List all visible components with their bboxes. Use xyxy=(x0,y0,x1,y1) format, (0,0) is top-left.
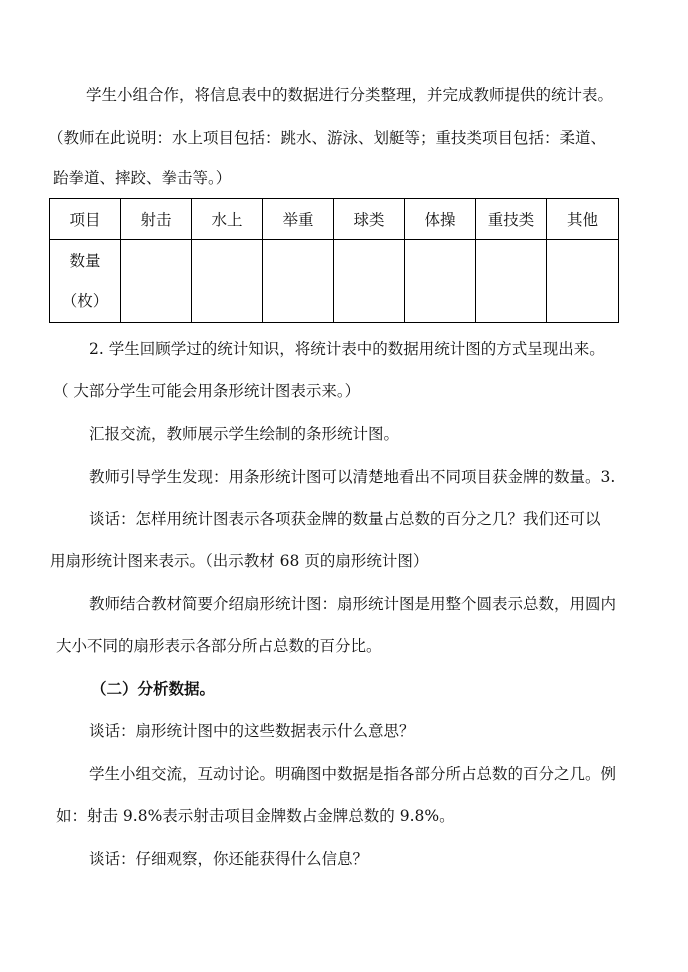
row-label-cell xyxy=(50,240,121,323)
paragraph-3: 跆拳道、摔跤、拳击等。） xyxy=(53,169,232,187)
empty-cell xyxy=(263,240,334,323)
paragraph-14: 学生小组交流，互动讨论。明确图中数据是指各部分所占总数的百分之几。例 xyxy=(89,765,617,783)
header-cell: 射击 xyxy=(121,199,192,240)
paragraph-10: 教师结合教材简要介绍扇形统计图：扇形统计图是用整个圆表示总数，用圆内 xyxy=(89,595,617,613)
paragraph-1: 学生小组合作，将信息表中的数据进行分类整理，并完成教师提供的统计表。 xyxy=(86,86,614,104)
header-cell: 举重 xyxy=(263,199,334,240)
header-cell: 项目 xyxy=(50,199,121,240)
paragraph-15: 如：射击 9.8%表示射击项目金牌数占金牌总数的 9.8%。 xyxy=(56,807,455,825)
paragraph-2: （教师在此说明：水上项目包括：跳水、游泳、划艇等；重技类项目包括：柔道、 xyxy=(48,129,607,147)
paragraph-8: 谈话：怎样用统计图表示各项获金牌的数量占总数的百分之几？我们还可以 xyxy=(89,510,601,528)
paragraph-7: 教师引导学生发现：用条形统计图可以清楚地看出不同项目获金牌的数量。3. xyxy=(89,468,616,486)
header-cell: 重技类 xyxy=(476,199,547,240)
row-label-line1: 数量 xyxy=(69,252,101,270)
statistics-table xyxy=(49,198,619,323)
empty-cell xyxy=(547,240,619,323)
empty-cell xyxy=(334,240,405,323)
header-cell: 球类 xyxy=(334,199,405,240)
paragraph-5: （ 大部分学生可能会用条形统计图表示来。） xyxy=(53,382,361,400)
empty-cell xyxy=(121,240,192,323)
paragraph-6: 汇报交流，教师展示学生绘制的条形统计图。 xyxy=(89,425,400,443)
header-cell: 其他 xyxy=(547,199,619,240)
table-header-row xyxy=(50,199,619,240)
empty-cell xyxy=(405,240,476,323)
table-row xyxy=(50,240,619,323)
header-cell: 体操 xyxy=(405,199,476,240)
paragraph-11: 大小不同的扇形表示各部分所占总数的百分比。 xyxy=(56,637,382,655)
header-cell: 水上 xyxy=(192,199,263,240)
row-label-line2: （枚） xyxy=(61,292,109,310)
paragraph-9: 用扇形统计图来表示。（出示教材 68 页的扇形统计图） xyxy=(50,552,429,570)
paragraph-16: 谈话：仔细观察，你还能获得什么信息？ xyxy=(89,850,369,868)
empty-cell xyxy=(476,240,547,323)
section-heading: （二）分析数据。 xyxy=(91,679,216,698)
paragraph-4: 2. 学生回顾学过的统计知识，将统计表中的数据用统计图的方式呈现出来。 xyxy=(89,340,605,358)
paragraph-13: 谈话：扇形统计图中的这些数据表示什么意思？ xyxy=(89,722,415,740)
empty-cell xyxy=(192,240,263,323)
